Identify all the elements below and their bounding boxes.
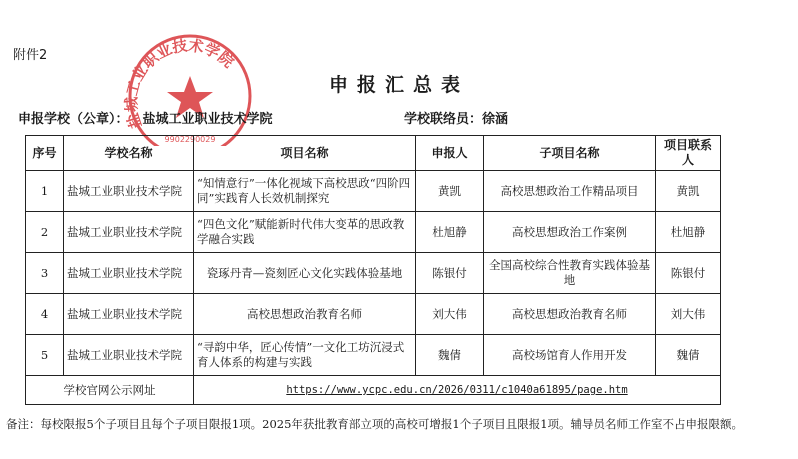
row-applicant: 刘大伟	[416, 294, 484, 335]
row-subproject: 全国高校综合性教育实践体验基地	[484, 253, 656, 294]
row-contact: 刘大伟	[656, 294, 721, 335]
applicant-school	[18, 108, 273, 127]
contact-label: 学校联络员：	[404, 112, 483, 127]
header-subproject: 子项目名称	[484, 136, 656, 171]
school-contact	[404, 108, 508, 127]
row-subproject: 高校场馆育人作用开发	[484, 335, 656, 376]
url-row	[26, 376, 721, 405]
row-school: 盐城工业职业技术学院	[64, 294, 194, 335]
row-applicant: 陈银付	[416, 253, 484, 294]
row-applicant: 黄凯	[416, 171, 484, 212]
summary-table	[25, 135, 721, 405]
header-project: 项目名称	[194, 136, 416, 171]
table-row	[26, 294, 721, 335]
page-title: 申报汇总表	[328, 74, 469, 96]
row-project: “寻韵中华，匠心传情”一文化工坊沉浸式育人体系的构建与实践	[194, 335, 416, 376]
row-applicant: 杜旭静	[416, 212, 484, 253]
row-contact: 陈银付	[656, 253, 721, 294]
row-number: 4	[26, 294, 64, 335]
table-row	[26, 171, 721, 212]
row-number: 5	[26, 335, 64, 376]
row-subproject: 高校思想政治工作精品项目	[484, 171, 656, 212]
url-label: 学校官网公示网址	[26, 376, 194, 405]
row-project: “知情意行”一体化视域下高校思政“四阶四同”实践育人长效机制探究	[194, 171, 416, 212]
table-row	[26, 335, 721, 376]
row-contact: 杜旭静	[656, 212, 721, 253]
row-project: “四色文化”赋能新时代伟大变革的思政教学融合实践	[194, 212, 416, 253]
row-school: 盐城工业职业技术学院	[64, 253, 194, 294]
table-header-row	[26, 136, 721, 171]
row-subproject: 高校思想政治教育名师	[484, 294, 656, 335]
seal-text: 盐城工业职业技术学院	[122, 36, 238, 131]
url-cell	[194, 376, 721, 405]
seal-code: 9902290029	[164, 135, 216, 144]
row-contact: 黄凯	[656, 171, 721, 212]
row-subproject: 高校思想政治工作案例	[484, 212, 656, 253]
row-number: 3	[26, 253, 64, 294]
row-school: 盐城工业职业技术学院	[64, 171, 194, 212]
row-school: 盐城工业职业技术学院	[64, 212, 194, 253]
row-applicant: 魏倩	[416, 335, 484, 376]
applicant-label: 申报学校（公章）：	[18, 112, 129, 127]
row-project: 高校思想政治教育名师	[194, 294, 416, 335]
header-number: 序号	[26, 136, 64, 171]
row-contact: 魏倩	[656, 335, 721, 376]
header-applicant: 申报人	[416, 136, 484, 171]
attachment-label: 附件2	[13, 48, 48, 63]
table-row	[26, 212, 721, 253]
row-project: 瓷琢丹青—瓷刻匠心文化实践体验基地	[194, 253, 416, 294]
footnote: 备注：每校限报5个子项目且每个子项目限报1项。2025年获批教育部立项的高校可增报1个子项目且限报1项。辅导员名师工作室不占申报限额。	[6, 417, 744, 431]
row-number: 1	[26, 171, 64, 212]
header-contact: 项目联系人	[656, 136, 721, 171]
header-school: 学校名称	[64, 136, 194, 171]
school-website-link[interactable]: https://www.ycpc.edu.cn/2026/0311/c1040a61895/page.htm	[286, 384, 628, 396]
contact-value: 徐涵	[482, 112, 509, 127]
row-number: 2	[26, 212, 64, 253]
row-school: 盐城工业职业技术学院	[64, 335, 194, 376]
table-row	[26, 253, 721, 294]
applicant-value: 盐城工业职业技术学院	[142, 112, 273, 127]
